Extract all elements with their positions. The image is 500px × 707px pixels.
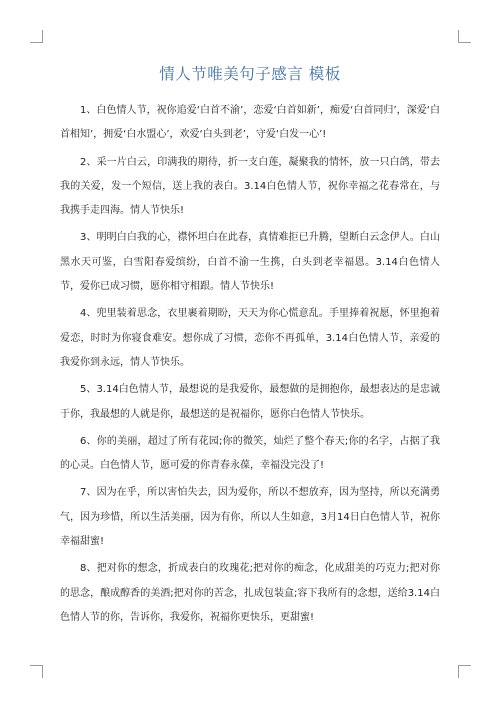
paragraph-2: 2、采一片白云，印满我的期待，折一支白莲，凝聚我的情怀，放一只白鸽，带去我的关爱，发一个短信，送上我的表白。3.14白色情人节，祝你幸福之花春常在，与我携手走四海。情人节快乐! bbox=[60, 156, 440, 217]
page-corner-mark-top-right bbox=[458, 30, 471, 43]
paragraph-1: 1、白色情人节，祝你追爱‘白首不渝’，恋爱‘白首如新’，痴爱‘白首同归’，深爱‘白首相知’，拥爱‘白水盟心’，欢爱‘白头到老’，守爱‘白发一心’! bbox=[60, 105, 440, 141]
paragraph-5: 5、3.14白色情人节，最想说的是我爱你，最想做的是拥抱你，最想表达的是忠诚于你，我最想的人就是你，最想送的是祝福你，愿你白色情人节快乐。 bbox=[60, 384, 440, 420]
page-corner-mark-top-left bbox=[30, 30, 43, 43]
document-body bbox=[60, 99, 440, 633]
paragraph-7: 7、因为在乎，所以害怕失去，因为爱你，所以不想放弃，因为坚持，所以充满勇气，因为珍惜，所以生活美丽，因为有你，所以人生如意，3月14日白色情人节，祝你幸福甜蜜! bbox=[60, 487, 440, 548]
paragraph-8: 8、把对你的想念，折成表白的玫瑰花;把对你的痴念，化成甜美的巧克力;把对你的思念，酿成醇香的美酒;把对你的苦念，扎成包装盒;容下我所有的念想，送给3.14白色情人节的你，告诉你，我爱你，祝福你更快乐，更甜蜜! bbox=[60, 563, 440, 623]
document-title: 情人节唯美句子感言 模板 bbox=[159, 65, 341, 83]
paragraph-6: 6、你的美丽，超过了所有花园;你的微笑，灿烂了整个春天;你的名字，占据了我的心灵。白色情人节，愿可爱的你青春永葆，幸福没完没了! bbox=[60, 435, 440, 472]
page-corner-mark-bottom-right bbox=[458, 665, 471, 678]
paragraph-4: 4、兜里装着思念，衣里裹着期盼，天天为你心慌意乱。手里捧着祝愿，怀里抱着爱恋，时时为你寝食难安。想你成了习惯，恋你不再孤单，3.14白色情人节，亲爱的我爱你到永远，情人节快乐。 bbox=[60, 308, 440, 368]
paragraph-3: 3、明明白白我的心，襟怀坦白在此春，真情难拒已升腾，望断白云念伊人。白山黑水天可鉴，白雪阳春爱缤纷，白首不渝一生携，白头到老幸福恩。3.14白色情人节，爱你已成习惯，愿你相守相跟。情人节快乐! bbox=[60, 232, 440, 293]
page-corner-mark-bottom-left bbox=[30, 665, 43, 678]
